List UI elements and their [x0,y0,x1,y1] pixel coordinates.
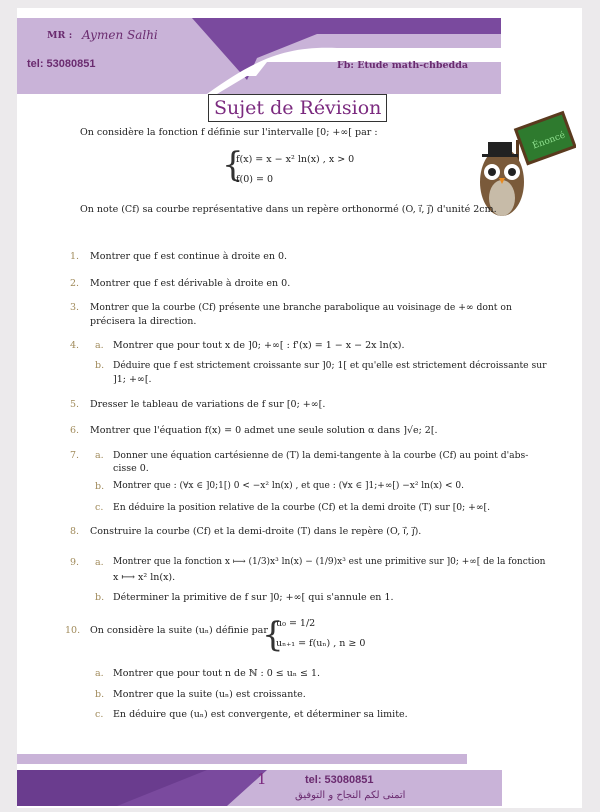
item-number: 6. [70,425,80,436]
question-10a: Montrer que pour tout n de ℕ : 0 ≤ uₙ ≤ 1. [113,668,321,679]
item-number: 10. [65,625,81,636]
mr-label: MR : [47,30,73,41]
item-letter: a. [95,450,104,461]
suite-brace: { [262,615,284,655]
question-6: Montrer que l'équation f(x) = 0 admet une seule solution α dans ]√e; 2[. [90,425,438,436]
question-2: Montrer que f est dérivable à droite en 0. [90,278,291,289]
enonce-sign-label: Énoncé [531,130,567,152]
item-number: 5. [70,399,80,410]
footer-banner [17,770,502,806]
question-1: Montrer que f est continue à droite en 0. [90,251,288,262]
question-3-cont: précisera la direction. [90,316,197,327]
question-9a-cont: x ⟼ x² ln(x). [113,572,176,583]
question-7b: Montrer que : (∀x ∈ ]0;1[) 0 < −x² ln(x) , et que : (∀x ∈ ]1;+∞[) −x² ln(x) < 0. [113,481,464,491]
question-10b: Montrer que la suite (uₙ) est croissante. [113,689,306,700]
item-letter: a. [95,668,104,679]
item-number: 2. [70,278,80,289]
footer-arabic-text: اتمنى لكم النجاح و التوفيق [295,790,406,801]
item-letter: b. [95,689,105,700]
question-9b: Déterminer la primitive de f sur ]0; +∞[ qui s'annule en 1. [113,592,394,603]
suite-line-1: u₀ = 1/2 [276,618,316,629]
question-4b-cont: ]1; +∞[. [113,374,152,385]
suite-line-2: uₙ₊₁ = f(uₙ) , n ≥ 0 [276,638,366,649]
question-5: Dresser le tableau de variations de f sur [0; +∞[. [90,399,326,410]
teacher-name: Aymen Salhi [82,28,158,42]
note-text: On note (Cf) sa courbe représentative dans un repère orthonormé (O, i⃗, j⃗) d'unité 2cm. [80,204,497,215]
question-7a: Donner une équation cartésienne de (T) la demi-tangente à la courbe (Cf) au point d'abs- [113,450,529,461]
item-letter: b. [95,592,105,603]
item-letter: c. [95,502,104,513]
question-10: On considère la suite (uₙ) définie par : [90,625,275,636]
footer-tel: tel: 53080851 [305,774,374,786]
question-4b: Déduire que f est strictement croissante sur ]0; 1[ et qu'elle est strictement décroissante sur [113,360,547,371]
item-letter: a. [95,557,104,568]
intro-text: On considère la fonction f définie sur l'intervalle [0; +∞[ par : [80,127,378,138]
item-letter: c. [95,709,104,720]
page-title: Sujet de Révision [208,94,387,122]
item-number: 8. [70,526,80,537]
header-tel: tel: 53080851 [27,58,96,70]
question-8: Construire la courbe (Cf) et la demi-droite (T) dans le repère (O, i⃗, j⃗). [90,526,422,537]
item-number: 9. [70,557,80,568]
item-letter: a. [95,340,104,351]
question-3: Montrer que la courbe (Cf) présente une branche parabolique au voisinage de +∞ dont on [90,302,512,313]
system-line-1: f(x) = x − x² ln(x) , x > 0 [236,154,355,165]
item-letter: b. [95,481,105,492]
item-number: 7. [70,450,80,461]
item-number: 3. [70,302,80,313]
question-9a: Montrer que la fonction x ⟼ (1/3)x³ ln(x) − (1/9)x³ est une primitive sur ]0; +∞[ de la fonction [113,557,546,567]
header-fb: Fb: Etude math-chbedda [337,60,468,71]
system-brace: { [222,145,244,185]
system-line-2: f(0) = 0 [236,174,274,185]
item-letter: b. [95,360,105,371]
question-7c: En déduire la position relative de la courbe (Cf) et la demi droite (T) sur [0; +∞[. [113,502,491,513]
header-banner [17,18,501,94]
question-7a-cont: cisse 0. [113,463,149,474]
item-number: 1. [70,251,80,262]
footer-divider [17,754,467,764]
page-number: 1 [257,770,267,788]
question-4a: Montrer que pour tout x de ]0; +∞[ : f'(x) = 1 − x − 2x ln(x). [113,340,405,351]
question-10c: En déduire que (uₙ) est convergente, et déterminer sa limite. [113,709,408,720]
item-number: 4. [70,340,80,351]
